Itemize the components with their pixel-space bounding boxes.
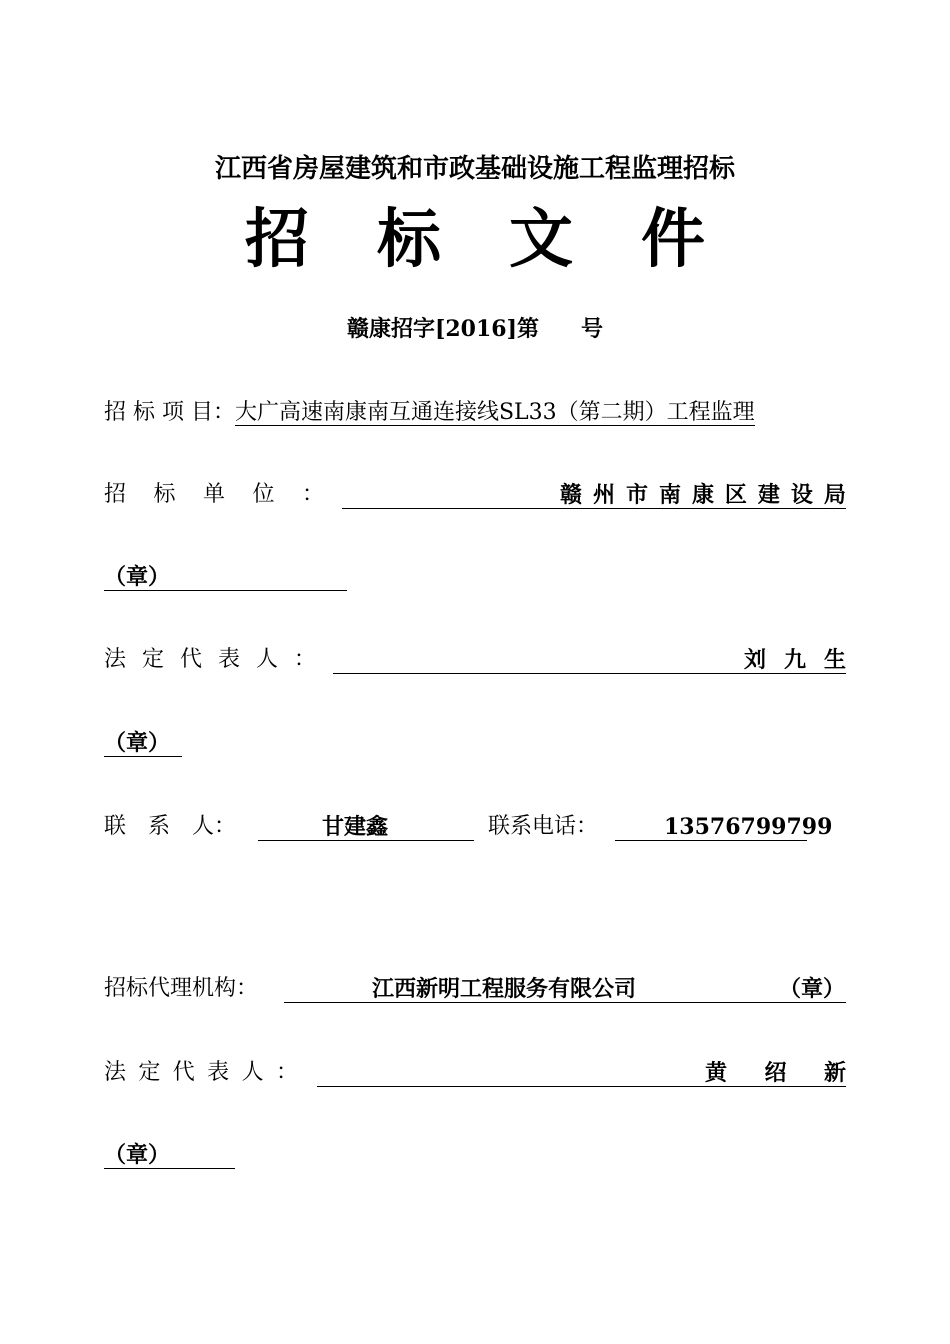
phone-value: 13576799799 bbox=[664, 814, 833, 840]
legal-rep-seal-underline bbox=[104, 756, 182, 757]
value-char: 刘 bbox=[744, 647, 767, 673]
title-char: 标 bbox=[377, 202, 441, 277]
value-char: 康 bbox=[691, 482, 714, 508]
value-char: 市 bbox=[625, 482, 648, 508]
legal-rep-seal: （章） bbox=[104, 730, 171, 756]
project-value: 大广高速南康南互通连接线SL33（第二期）工程监理 bbox=[234, 400, 755, 425]
label-char: 标 bbox=[153, 482, 176, 507]
document-number bbox=[0, 314, 950, 344]
agency-rep-seal-underline bbox=[104, 1168, 235, 1169]
value-char: 州 bbox=[592, 482, 615, 508]
legal-rep-label bbox=[104, 645, 316, 675]
document-number-suffix: 号 bbox=[581, 316, 604, 342]
project-row bbox=[104, 398, 755, 428]
title-char: 文 bbox=[509, 202, 573, 277]
value-char: 生 bbox=[823, 647, 846, 673]
tenderer-value bbox=[560, 480, 846, 510]
value-char: 区 bbox=[724, 482, 747, 508]
legal-rep-value bbox=[744, 645, 846, 675]
agency-seal: （章） bbox=[779, 976, 846, 1002]
value-char: 设 bbox=[790, 482, 813, 508]
label-char: 代 bbox=[172, 1060, 195, 1085]
label-char: ： bbox=[275, 1060, 298, 1085]
document-number-prefix: 赣康招字[2016]第 bbox=[346, 316, 540, 342]
value-char: 局 bbox=[823, 482, 846, 508]
title-char: 件 bbox=[641, 202, 705, 277]
label-char: 表 bbox=[207, 1060, 230, 1085]
project-label: 招 标 项 目： bbox=[104, 400, 235, 425]
value-char: 赣 bbox=[560, 482, 583, 508]
agency-rep-value bbox=[705, 1058, 846, 1088]
tenderer-label bbox=[104, 480, 324, 510]
phone-label: 联系电话： bbox=[488, 814, 599, 839]
label-char: ： bbox=[301, 482, 324, 507]
tenderer-seal-underline bbox=[104, 590, 347, 591]
value-char: 新 bbox=[823, 1060, 846, 1086]
label-char: 位 bbox=[252, 482, 275, 507]
label-char: 单 bbox=[202, 482, 225, 507]
label-char: 法 bbox=[104, 1060, 127, 1085]
value-char: 黄 bbox=[705, 1060, 728, 1086]
tenderer-seal: （章） bbox=[104, 564, 171, 590]
label-char: 定 bbox=[138, 1060, 161, 1085]
label-char: ： bbox=[293, 647, 316, 672]
label-char: 表 bbox=[217, 647, 240, 672]
agency-value: 江西新明工程服务有限公司 bbox=[372, 976, 637, 1002]
label-char: 人 bbox=[255, 647, 278, 672]
agency-label: 招标代理机构： bbox=[104, 976, 259, 1001]
label-char: 招 bbox=[104, 482, 127, 507]
label-char: 代 bbox=[179, 647, 202, 672]
agency-rep-seal: （章） bbox=[104, 1142, 171, 1168]
contact-label: 联 系 人： bbox=[104, 814, 237, 839]
document-subtitle: 江西省房屋建筑和市政基础设施工程监理招标 bbox=[214, 154, 735, 184]
value-char: 绍 bbox=[764, 1060, 787, 1086]
title-char: 招 bbox=[245, 202, 309, 277]
label-char: 人 bbox=[241, 1060, 264, 1085]
document-title bbox=[0, 200, 950, 280]
agency-rep-label bbox=[104, 1058, 298, 1088]
label-char: 法 bbox=[104, 647, 127, 672]
label-char: 定 bbox=[141, 647, 164, 672]
contact-value: 甘建鑫 bbox=[322, 814, 389, 840]
value-char: 九 bbox=[783, 647, 806, 673]
value-char: 建 bbox=[757, 482, 780, 508]
value-char: 南 bbox=[658, 482, 681, 508]
